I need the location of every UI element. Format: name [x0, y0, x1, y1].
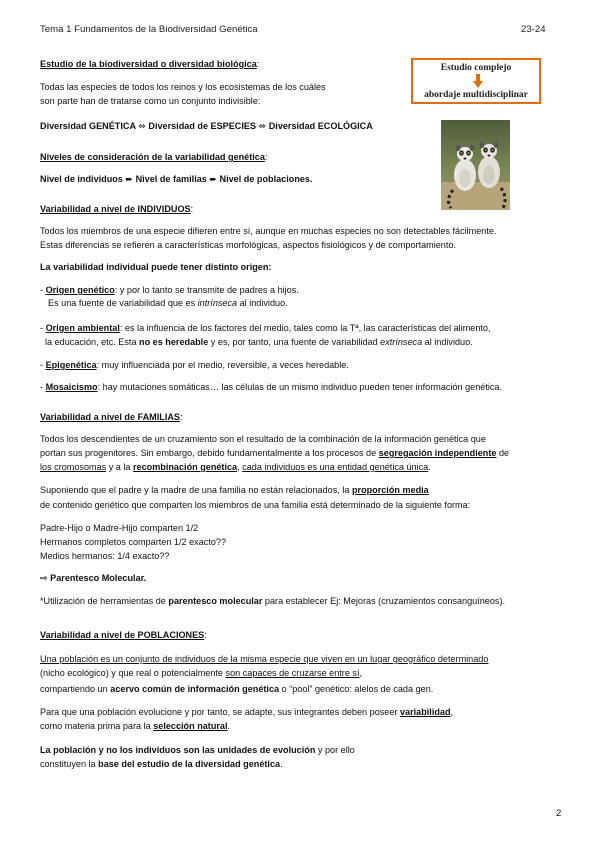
heading-text: Variabilidad a nivel de POBLACIONES	[40, 630, 205, 640]
list-item-genetic-cont	[48, 297, 288, 310]
italic-text: intrínseca	[197, 298, 238, 308]
paragraph-bold: La variabilidad individual puede tener distinto origen:	[40, 262, 272, 272]
paragraph-line: son parte han de tratarse como un conjunto indivisible:	[40, 96, 261, 106]
text: al individuo.	[237, 298, 288, 308]
heading-colon: :	[204, 630, 207, 640]
double-arrow-icon: ⬄	[138, 121, 146, 131]
page-number: 2	[556, 808, 562, 819]
list-item-mosaicism	[40, 381, 502, 394]
paragraph-line	[40, 461, 431, 474]
section-3-heading	[40, 203, 193, 216]
text: : y por lo tanto se transmite de padres a hijos.	[114, 285, 299, 295]
bold-underline-text: recombinación genética	[133, 462, 238, 472]
term: Mosaicismo	[45, 382, 98, 392]
paragraph-line: Todos los descendientes de un cruzamiento son el resultado de la combinación de la información genética que	[40, 434, 486, 444]
lemurs-photo-icon	[441, 120, 510, 210]
paragraph-line: Estas diferencias se refieren a características morfológicas, aspectos fisiológicos y de comportamiento.	[40, 240, 456, 250]
dash: -	[40, 382, 46, 392]
header-year: 23-24	[521, 24, 546, 35]
level-families: Nivel de familias	[135, 174, 207, 184]
bold-underline-text: selección natural	[153, 721, 228, 731]
section-1-heading	[40, 58, 259, 71]
right-arrow-icon: ➨	[125, 174, 134, 184]
text: la educación, etc. Esta	[45, 337, 140, 347]
diversity-species: Diversidad de ESPECIES	[148, 121, 257, 131]
paragraph-line	[40, 484, 429, 497]
bold-text: La población y no los individuos son las unidades de evolución	[40, 745, 316, 755]
bold-underline-text: proporción media	[351, 485, 429, 495]
term: Origen genético	[45, 285, 115, 295]
text: ,	[450, 707, 454, 717]
dash: -	[40, 285, 46, 295]
text: Parentesco Molecular.	[50, 573, 147, 583]
callout-line-1: Estudio complejo	[440, 63, 512, 73]
paragraph-line	[40, 744, 355, 757]
list-item-genetic	[40, 284, 299, 297]
text: para establecer Ej: Mejoras (cruzamientos consanguíneos).	[262, 596, 506, 606]
paragraph-line	[40, 720, 230, 733]
diversity-ecological: Diversidad ECOLÓGICA	[268, 121, 373, 131]
text: : es la influencia de los factores del medio, tales como la Tª, las características del alimento,	[119, 323, 491, 333]
diversity-genetic: Diversidad GENÉTICA	[40, 121, 136, 131]
text: ,	[359, 668, 363, 678]
down-arrow-icon	[473, 74, 483, 88]
text: constituyen la	[40, 759, 99, 769]
underline-text: cada individuos es una entidad genética única	[242, 462, 429, 472]
paragraph-line	[40, 706, 453, 719]
text: : muy influenciada por el medio, reversible, a veces heredable.	[96, 360, 349, 370]
heading-text: Estudio de la biodiversidad o diversidad biológica	[40, 59, 257, 69]
dash: -	[40, 360, 46, 370]
level-populations: Nivel de poblaciones.	[219, 174, 313, 184]
levels-line	[40, 173, 313, 186]
underline-text: los cromosomas	[40, 462, 107, 472]
text: ,	[237, 462, 243, 472]
paragraph-line	[40, 667, 362, 680]
heading-colon: :	[256, 59, 260, 69]
heading-text: Variabilidad a nivel de INDIVIDUOS	[40, 204, 191, 214]
ratio-line: Padre-Hijo o Madre-Hijo comparten 1/2	[40, 523, 199, 533]
paragraph-line: Todos los miembros de una especie difieren entre sí, aunque en muchas especies no son detectables fácilmente.	[40, 226, 497, 236]
callout-line-2: abordaje multidisciplinar	[424, 90, 528, 100]
right-arrow-icon: ➨	[209, 174, 217, 184]
double-arrow-icon: ⬄	[258, 121, 267, 131]
header-title: Tema 1 Fundamentos de la Biodiversidad Genética	[40, 24, 258, 35]
list-item-environmental-cont	[45, 336, 473, 349]
term: Epigenética	[45, 360, 97, 370]
text: de	[496, 448, 510, 458]
text: .	[428, 462, 431, 472]
text: como materia prima para la	[40, 721, 154, 731]
text: y es, por tanto, una fuente de variabilidad	[208, 337, 381, 347]
heading-text: Niveles de consideración de la variabilidad genética	[40, 152, 265, 162]
right-arrow-icon: ⇨	[40, 573, 48, 583]
heading-colon: :	[190, 204, 194, 214]
paragraph-line: Una población es un conjunto de individuos de la misma especie que viven en un lugar geográfico determinado	[40, 654, 489, 664]
heading-colon: :	[264, 152, 268, 162]
text: *Utilización de herramientas de	[40, 596, 169, 606]
text: Suponiendo que el padre y la madre de una familia no están relacionados, la	[40, 485, 352, 495]
paragraph-line	[40, 758, 283, 771]
text: o “pool” genético: alelos de cada gen.	[279, 684, 434, 694]
list-item-environmental	[40, 322, 491, 335]
paragraph-line	[40, 595, 505, 608]
section-4-heading	[40, 411, 183, 424]
text: al individuo.	[422, 337, 473, 347]
bold-text: base del estudio de la diversidad genética	[98, 759, 281, 769]
bold-text: parentesco molecular	[168, 596, 263, 606]
text: Es una fuente de variabilidad que es	[48, 298, 198, 308]
ratio-line: Hermanos completos comparten 1/2 exacto??	[40, 537, 227, 547]
level-individuals: Nivel de individuos	[40, 174, 123, 184]
term: Origen ambiental	[45, 323, 120, 333]
bold-text: no es heredable	[139, 337, 209, 347]
italic-text: extrínseca	[380, 337, 423, 347]
diversity-line	[40, 120, 373, 133]
text: portan sus progenitores. Sin embargo, debido fundamentalmente a los procesos de	[40, 448, 379, 458]
section-5-heading	[40, 629, 207, 642]
heading-text: Variabilidad a nivel de FAMILIAS	[40, 412, 180, 422]
text: compartiendo un	[40, 684, 111, 694]
dash: -	[40, 323, 46, 333]
molecular-line	[40, 572, 146, 585]
text: .	[280, 759, 283, 769]
paragraph-line: Todas las especies de todos los reinos y los ecosistemas de los cuáles	[40, 82, 326, 92]
text: : hay mutaciones somáticas… las células de un mismo individuo pueden tener información genética.	[97, 382, 503, 392]
paragraph-line: de contenido genético que comparten los miembros de una familia está determinado de la siguiente forma:	[40, 500, 471, 510]
bold-underline-text: variabilidad	[399, 707, 451, 717]
text: (nicho ecológico) y que real o potencialmente	[40, 668, 226, 678]
text: y a la	[106, 462, 133, 472]
paragraph-line	[40, 447, 509, 460]
underline-text: son capaces de cruzarse entre sí	[225, 668, 360, 678]
ratio-line: Medios hermanos: 1/4 exacto??	[40, 551, 170, 561]
paragraph-line	[40, 683, 433, 696]
text: .	[227, 721, 231, 731]
list-item-epigenetics	[40, 359, 349, 372]
bold-underline-text: segregación independiente	[378, 448, 497, 458]
text: y por ello	[315, 745, 355, 755]
callout-box	[411, 58, 541, 104]
text: Para que una población evolucione y por tanto, se adapte, sus integrantes deben poseer	[40, 707, 400, 717]
section-2-heading	[40, 151, 267, 164]
bold-text: acervo común de información genética	[110, 684, 280, 694]
heading-colon: :	[179, 412, 183, 422]
